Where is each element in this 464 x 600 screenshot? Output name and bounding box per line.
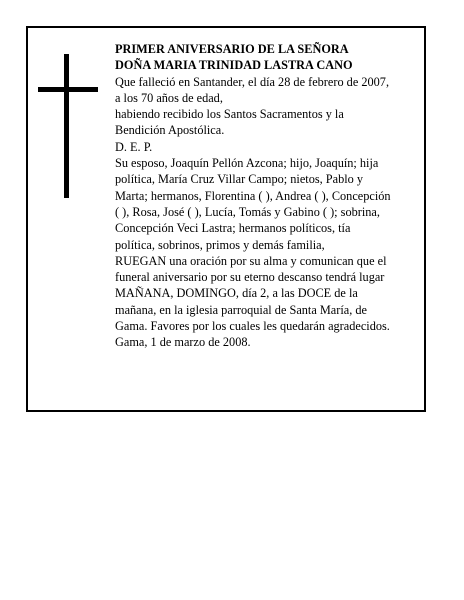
cross-vertical-bar [64,54,69,198]
body-line: Bendición Apostólica. [115,123,225,138]
notice-text [115,41,425,351]
body-line: RUEGAN una oración por su alma y comunican que el [115,253,387,268]
cross-icon [38,54,98,198]
body-line: MAÑANA, DOMINGO, día 2, a las DOCE de la [115,286,358,301]
obituary-notice [26,26,426,412]
body-line: Que falleció en Santander, el día 28 de febrero de 2007, [115,74,390,89]
body-line: ( ), Rosa, José ( ), Lucía, Tomás y Gabino ( ); sobrina, [115,204,380,219]
body-line: Gama, 1 de marzo de 2008. [115,335,251,350]
body-line: política, María Cruz Villar Campo; nietos, Pablo y [115,172,364,187]
cross-horizontal-bar [38,87,98,92]
body-line: política, sobrinos, primos y demás familia, [115,237,325,252]
body-line: Su esposo, Joaquín Pellón Azcona; hijo, Joaquín; hija [115,156,379,171]
heading-line-1: PRIMER ANIVERSARIO DE LA SEÑORA [115,42,349,56]
body-line: funeral aniversario por su eterno descanso tendrá lugar [115,270,385,285]
body-line: habiendo recibido los Santos Sacramentos y la [115,107,344,122]
body-line: Concepción Veci Lastra; hermanos políticos, tía [115,221,351,236]
heading-line-2: DOÑA MARIA TRINIDAD LASTRA CANO [115,58,353,73]
body-line: Gama. Favores por los cuales les quedarán agradecidos. [115,319,390,334]
body-line: Marta; hermanos, Florentina ( ), Andrea ( ), Concepción [115,188,391,203]
body-line: D. E. P. [115,139,153,154]
body-line: a los 70 años de edad, [115,90,223,105]
body-line: mañana, en la iglesia parroquial de Santa María, de [115,302,367,317]
